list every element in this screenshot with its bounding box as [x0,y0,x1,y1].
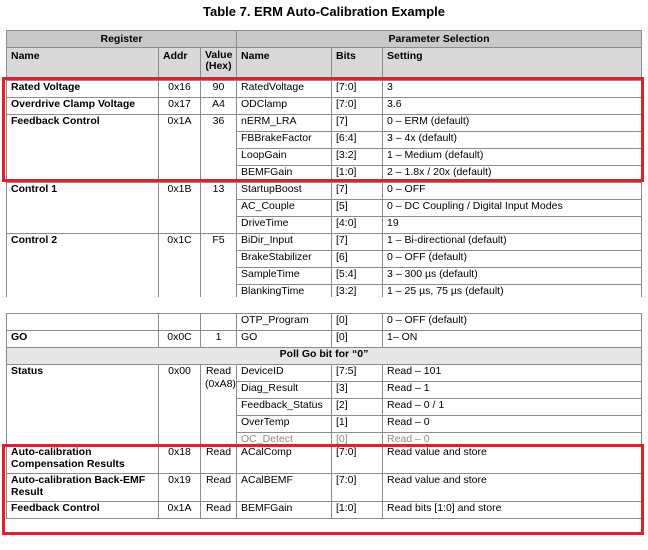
register-name: Feedback Control [7,115,159,183]
register-value: A4 [201,98,237,115]
param-name: Feedback_Status [237,399,332,416]
param-bits: [0] [332,433,383,446]
param-bits: [1:0] [332,502,383,519]
param-name: ACalComp [237,446,332,474]
param-name: BEMFGain [237,502,332,519]
param-setting: 1 – Medium (default) [383,149,642,166]
register-value: 36 [201,115,237,183]
register-value: F5 [201,234,237,302]
param-name: DriveTime [237,217,332,234]
param-name: Diag_Result [237,382,332,399]
param-setting: 1 – Bi-directional (default) [383,234,642,251]
header-setting: Setting [383,48,642,81]
param-setting: 0 – DC Coupling / Digital Input Modes [383,200,642,217]
param-setting: 19 [383,217,642,234]
header-addr: Addr [159,48,201,81]
param-name: OverTemp [237,416,332,433]
register-value: Read [201,474,237,502]
register-addr: 0x18 [159,446,201,474]
register-name: Auto-calibration Compensation Results [7,446,159,474]
register-value: 1 [201,331,237,348]
param-name: SampleTime [237,268,332,285]
param-setting: 0 – OFF (default) [383,251,642,268]
register-addr: 0x1A [159,502,201,519]
register-value: Read [201,502,237,519]
poll-row [7,348,642,365]
register-value: Read [201,446,237,474]
param-setting: Read – 0 [383,416,642,433]
highlight-box-top [2,77,644,182]
param-setting: 1– ON [383,331,642,348]
param-bits: [5:4] [332,268,383,285]
table-row [7,234,642,251]
param-name: GO [237,331,332,348]
param-bits: [7:0] [332,474,383,502]
header-parameter-selection: Parameter Selection [237,31,642,48]
register-value-hex: (0xA8) [205,378,236,390]
register-addr: 0x0C [159,331,201,348]
register-value: 13 [201,183,237,234]
register-value-read: Read [205,365,232,377]
param-bits: [7] [332,234,383,251]
param-name: FBBrakeFactor [237,132,332,149]
page-break-gap [0,297,648,312]
highlight-box-bottom [2,444,644,535]
param-setting: 2 – 1.8x / 20x (default) [383,166,642,183]
param-bits: [5] [332,200,383,217]
register-name: Overdrive Clamp Voltage [7,98,159,115]
param-bits: [7:0] [332,446,383,474]
table-title: Table 7. ERM Auto-Calibration Example [203,4,445,19]
param-bits: [3] [332,382,383,399]
param-name: OC_Detect [237,433,332,446]
param-name: nERM_LRA [237,115,332,132]
table-row [7,365,642,382]
param-setting: Read value and store [383,446,642,474]
param-bits: [0] [332,331,383,348]
param-setting: 0 – OFF (default) [383,314,642,331]
header-bits: Bits [332,48,383,81]
table-row [7,183,642,200]
register-addr: 0x00 [159,365,201,446]
param-setting: 3 [383,81,642,98]
param-bits: [1] [332,416,383,433]
register-addr: 0x19 [159,474,201,502]
param-name: AC_Couple [237,200,332,217]
param-setting: Read – 0 [383,433,642,446]
register-name: Rated Voltage [7,81,159,98]
param-name: StartupBoost [237,183,332,200]
register-addr: 0x1C [159,234,201,302]
param-setting: Read bits [1:0] and store [383,502,642,519]
header-name: Name [7,48,159,81]
header-param-name: Name [237,48,332,81]
param-bits: [3:2] [332,149,383,166]
register-name: Feedback Control [7,502,159,519]
param-name: ODClamp [237,98,332,115]
param-name: BEMFGain [237,166,332,183]
param-setting: Read – 101 [383,365,642,382]
param-name: BrakeStabilizer [237,251,332,268]
param-setting: 1 – 25 µs, 75 µs (default) [383,285,642,302]
param-setting: 3.6 [383,98,642,115]
param-bits: [7] [332,115,383,132]
register-value [201,365,237,446]
register-value: 90 [201,81,237,98]
table-row [7,331,642,348]
register-addr: 0x16 [159,81,201,98]
param-name: LoopGain [237,149,332,166]
param-bits: [3:2] [332,285,383,302]
table-row [7,314,642,331]
param-bits: [7:5] [332,365,383,382]
register-name: Auto-calibration Back-EMF Result [7,474,159,502]
register-name: Status [7,365,159,446]
param-bits: [7] [332,183,383,200]
param-name: DeviceID [237,365,332,382]
register-addr: 0x17 [159,98,201,115]
param-name: RatedVoltage [237,81,332,98]
register-name: Control 2 [7,234,159,302]
register-addr: 0x1B [159,183,201,234]
param-bits: [7:0] [332,98,383,115]
param-setting: 3 – 300 µs (default) [383,268,642,285]
param-bits: [4:0] [332,217,383,234]
param-bits: [7:0] [332,81,383,98]
param-bits: [1:0] [332,166,383,183]
param-name: OTP_Program [237,314,332,331]
param-bits: [2] [332,399,383,416]
register-name: Control 1 [7,183,159,234]
param-bits: [6:4] [332,132,383,149]
param-setting: Read value and store [383,474,642,502]
param-name: BiDir_Input [237,234,332,251]
param-setting: 3 – 4x (default) [383,132,642,149]
poll-go-label: Poll Go bit for “0” [7,348,642,365]
param-setting: Read – 0 / 1 [383,399,642,416]
param-setting: 0 – OFF [383,183,642,200]
param-bits: [0] [332,314,383,331]
header-value-hex: Value (Hex) [201,48,237,81]
param-name: ACalBEMF [237,474,332,502]
register-addr: 0x1A [159,115,201,183]
register-name: GO [7,331,159,348]
param-name: BlankingTime [237,285,332,302]
header-register: Register [7,31,237,48]
param-setting: Read – 1 [383,382,642,399]
param-setting: 0 – ERM (default) [383,115,642,132]
param-bits: [6] [332,251,383,268]
